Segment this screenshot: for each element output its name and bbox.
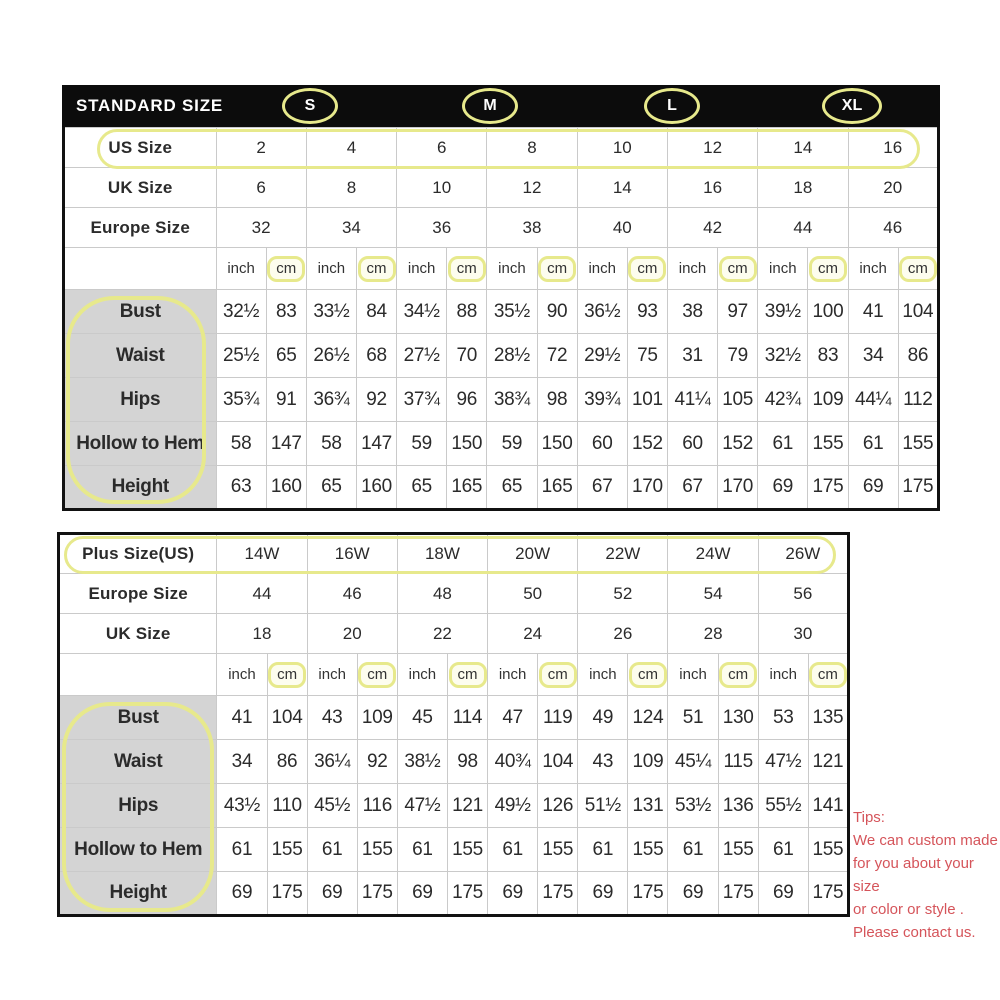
- size-value: 50: [488, 574, 578, 614]
- measure-inch-value: 55½: [758, 784, 808, 828]
- cm-unit-cell: [718, 654, 758, 696]
- measure-inch-value: 38¾: [487, 378, 537, 422]
- measure-cm-value: 119: [538, 696, 578, 740]
- inch-unit-label: inch: [397, 248, 447, 290]
- measure-inch-value: 61: [578, 828, 628, 872]
- size-value: 32: [216, 208, 306, 248]
- measure-inch-value: 67: [667, 466, 717, 510]
- measure-inch-value: 47½: [758, 740, 808, 784]
- measure-cm-value: 175: [718, 872, 758, 916]
- size-conversion-row: [59, 574, 849, 614]
- size-group-m: M: [462, 88, 518, 124]
- measure-cm-value: 86: [267, 740, 307, 784]
- size-value: 20: [307, 614, 397, 654]
- size-row-label: Plus Size(US): [59, 534, 217, 574]
- measure-inch-value: 39¾: [577, 378, 627, 422]
- measure-cm-value: 98: [537, 378, 577, 422]
- size-value: 46: [307, 574, 397, 614]
- size-value: 52: [578, 574, 668, 614]
- measure-inch-value: 35¾: [216, 378, 266, 422]
- tips-line: We can custom made: [853, 832, 998, 849]
- size-conversion-row: [59, 534, 849, 574]
- measure-cm-value: 147: [356, 422, 396, 466]
- measure-inch-value: 60: [577, 422, 627, 466]
- measure-cm-value: 135: [808, 696, 848, 740]
- measure-cm-value: 170: [718, 466, 758, 510]
- measure-inch-value: 69: [397, 872, 447, 916]
- unit-row-empty-label: [64, 248, 217, 290]
- inch-unit-label: inch: [848, 248, 898, 290]
- measure-inch-value: 38½: [397, 740, 447, 784]
- size-value: 14: [758, 128, 848, 168]
- measure-cm-value: 155: [447, 828, 487, 872]
- measure-inch-value: 53: [758, 696, 808, 740]
- measure-inch-value: 45: [397, 696, 447, 740]
- measure-inch-value: 29½: [577, 334, 627, 378]
- measure-inch-value: 42¾: [758, 378, 808, 422]
- measure-cm-value: 152: [718, 422, 758, 466]
- size-value: 38: [487, 208, 577, 248]
- size-value: 20W: [488, 534, 578, 574]
- size-value: 12: [667, 128, 757, 168]
- measurement-row: [59, 740, 849, 784]
- size-group-s: S: [282, 88, 338, 124]
- measure-inch-value: 41: [217, 696, 267, 740]
- size-value: 10: [397, 168, 487, 208]
- tips-line: or color or style .: [853, 901, 964, 918]
- measure-cm-value: 100: [808, 290, 848, 334]
- cm-unit-highlight-box: cm: [448, 256, 486, 282]
- measure-inch-value: 69: [488, 872, 538, 916]
- size-value: 4: [306, 128, 396, 168]
- cm-unit-cell: [808, 654, 848, 696]
- size-value: 40: [577, 208, 667, 248]
- measure-row-label: Hips: [64, 378, 217, 422]
- size-group-l: L: [644, 88, 700, 124]
- cm-unit-cell: [538, 654, 578, 696]
- measure-row-label: Height: [59, 872, 217, 916]
- measure-cm-value: 175: [357, 872, 397, 916]
- size-value: 24W: [668, 534, 758, 574]
- measure-cm-value: 175: [808, 872, 848, 916]
- measure-inch-value: 43: [307, 696, 357, 740]
- cm-unit-highlight-box: cm: [628, 256, 666, 282]
- size-value: 30: [758, 614, 848, 654]
- measure-cm-value: 155: [808, 828, 848, 872]
- measure-row-label: Waist: [64, 334, 217, 378]
- measure-cm-value: 104: [538, 740, 578, 784]
- measure-cm-value: 105: [718, 378, 758, 422]
- inch-unit-label: inch: [758, 654, 808, 696]
- measurement-row: [59, 828, 849, 872]
- measure-cm-value: 112: [898, 378, 938, 422]
- size-value: 14W: [217, 534, 307, 574]
- measure-inch-value: 61: [488, 828, 538, 872]
- measure-cm-value: 110: [267, 784, 307, 828]
- measure-cm-value: 92: [357, 740, 397, 784]
- size-row-label: UK Size: [59, 614, 217, 654]
- measure-cm-value: 155: [357, 828, 397, 872]
- measure-inch-value: 69: [307, 872, 357, 916]
- measure-inch-value: 58: [306, 422, 356, 466]
- measure-inch-value: 28½: [487, 334, 537, 378]
- measure-inch-value: 36½: [577, 290, 627, 334]
- size-value: 34: [306, 208, 396, 248]
- measure-row-label: Height: [64, 466, 217, 510]
- measure-cm-value: 109: [628, 740, 668, 784]
- cm-unit-cell: [356, 248, 396, 290]
- measure-cm-value: 65: [266, 334, 306, 378]
- measure-inch-value: 65: [306, 466, 356, 510]
- measure-inch-value: 59: [397, 422, 447, 466]
- measure-inch-value: 65: [487, 466, 537, 510]
- measurement-row: [64, 422, 939, 466]
- measure-inch-value: 25½: [216, 334, 266, 378]
- size-value: 28: [668, 614, 758, 654]
- size-value: 22W: [578, 534, 668, 574]
- size-value: 18W: [397, 534, 487, 574]
- inch-unit-label: inch: [306, 248, 356, 290]
- cm-unit-cell: [628, 654, 668, 696]
- inch-unit-label: inch: [667, 248, 717, 290]
- measure-inch-value: 47½: [397, 784, 447, 828]
- measure-inch-value: 69: [668, 872, 718, 916]
- size-value: 46: [848, 208, 938, 248]
- measure-row-label: Hips: [59, 784, 217, 828]
- measure-cm-value: 121: [447, 784, 487, 828]
- measure-cm-value: 96: [447, 378, 487, 422]
- measure-cm-value: 170: [627, 466, 667, 510]
- measure-inch-value: 34: [217, 740, 267, 784]
- cm-unit-cell: [627, 248, 667, 290]
- measure-cm-value: 175: [267, 872, 307, 916]
- measure-inch-value: 51: [668, 696, 718, 740]
- measure-inch-value: 41: [848, 290, 898, 334]
- measure-row-label: Waist: [59, 740, 217, 784]
- cm-unit-cell: [357, 654, 397, 696]
- inch-unit-label: inch: [217, 654, 267, 696]
- measure-inch-value: 27½: [397, 334, 447, 378]
- measure-cm-value: 72: [537, 334, 577, 378]
- measurement-row: [64, 334, 939, 378]
- measure-inch-value: 61: [668, 828, 718, 872]
- size-value: 18: [758, 168, 848, 208]
- standard-size-section: [62, 85, 940, 511]
- measure-inch-value: 58: [216, 422, 266, 466]
- measure-inch-value: 34½: [397, 290, 447, 334]
- cm-unit-highlight-box: cm: [719, 662, 757, 688]
- cm-unit-cell: [267, 654, 307, 696]
- cm-unit-cell: [447, 248, 487, 290]
- cm-unit-highlight-box: cm: [809, 256, 847, 282]
- measure-cm-value: 104: [267, 696, 307, 740]
- size-value: 18: [217, 614, 307, 654]
- inch-unit-label: inch: [758, 248, 808, 290]
- measure-cm-value: 152: [627, 422, 667, 466]
- plus-size-table: [57, 532, 850, 917]
- cm-unit-highlight-box: cm: [267, 256, 305, 282]
- measure-cm-value: 121: [808, 740, 848, 784]
- inch-unit-label: inch: [487, 248, 537, 290]
- size-value: 24: [488, 614, 578, 654]
- measure-cm-value: 141: [808, 784, 848, 828]
- measure-inch-value: 60: [667, 422, 717, 466]
- measure-cm-value: 175: [538, 872, 578, 916]
- measure-inch-value: 67: [577, 466, 627, 510]
- measurement-row: [64, 378, 939, 422]
- measure-cm-value: 84: [356, 290, 396, 334]
- size-value: 48: [397, 574, 487, 614]
- cm-unit-highlight-box: cm: [719, 256, 757, 282]
- measure-cm-value: 175: [808, 466, 848, 510]
- cm-unit-cell: [898, 248, 938, 290]
- cm-unit-cell: [537, 248, 577, 290]
- size-value: 16W: [307, 534, 397, 574]
- size-value: 8: [306, 168, 396, 208]
- cm-unit-cell: [266, 248, 306, 290]
- measure-inch-value: 49: [578, 696, 628, 740]
- measure-inch-value: 26½: [306, 334, 356, 378]
- measure-cm-value: 155: [718, 828, 758, 872]
- tips-note: [853, 806, 1000, 944]
- cm-unit-highlight-box: cm: [449, 662, 487, 688]
- measure-cm-value: 160: [356, 466, 396, 510]
- cm-unit-highlight-box: cm: [268, 662, 306, 688]
- size-value: 36: [397, 208, 487, 248]
- standard-size-header-bar: [62, 85, 940, 127]
- measure-cm-value: 68: [356, 334, 396, 378]
- measure-cm-value: 92: [356, 378, 396, 422]
- measure-inch-value: 33½: [306, 290, 356, 334]
- measure-inch-value: 53½: [668, 784, 718, 828]
- size-value: 8: [487, 128, 577, 168]
- measure-cm-value: 79: [718, 334, 758, 378]
- measure-cm-value: 175: [628, 872, 668, 916]
- size-row-label: US Size: [64, 128, 217, 168]
- cm-unit-highlight-box: cm: [629, 662, 667, 688]
- measure-cm-value: 126: [538, 784, 578, 828]
- tips-title: Tips:: [853, 809, 885, 826]
- size-value: 16: [667, 168, 757, 208]
- measure-cm-value: 155: [808, 422, 848, 466]
- unit-row-empty-label: [59, 654, 217, 696]
- measure-inch-value: 61: [758, 828, 808, 872]
- unit-row: [59, 654, 849, 696]
- measure-cm-value: 98: [447, 740, 487, 784]
- measure-cm-value: 160: [266, 466, 306, 510]
- size-conversion-row: [64, 128, 939, 168]
- measure-cm-value: 175: [898, 466, 938, 510]
- inch-unit-label: inch: [668, 654, 718, 696]
- measure-inch-value: 43: [578, 740, 628, 784]
- measure-cm-value: 124: [628, 696, 668, 740]
- size-value: 44: [758, 208, 848, 248]
- measure-inch-value: 45¼: [668, 740, 718, 784]
- cm-unit-highlight-box: cm: [809, 662, 847, 688]
- measure-cm-value: 101: [627, 378, 667, 422]
- size-value: 6: [397, 128, 487, 168]
- measure-row-label: Hollow to Hem: [59, 828, 217, 872]
- cm-unit-highlight-box: cm: [358, 256, 396, 282]
- cm-unit-cell: [447, 654, 487, 696]
- size-row-label: Europe Size: [64, 208, 217, 248]
- measure-inch-value: 39½: [758, 290, 808, 334]
- size-value: 56: [758, 574, 848, 614]
- measure-inch-value: 36¾: [306, 378, 356, 422]
- measure-cm-value: 109: [808, 378, 848, 422]
- measure-inch-value: 43½: [217, 784, 267, 828]
- size-value: 12: [487, 168, 577, 208]
- cm-unit-highlight-box: cm: [539, 662, 577, 688]
- measure-inch-value: 47: [488, 696, 538, 740]
- tips-line: for you about your size: [853, 855, 974, 895]
- measure-cm-value: 114: [447, 696, 487, 740]
- measure-inch-value: 49½: [488, 784, 538, 828]
- measure-inch-value: 45½: [307, 784, 357, 828]
- measure-cm-value: 155: [267, 828, 307, 872]
- size-value: 26: [578, 614, 668, 654]
- measurement-row: [59, 784, 849, 828]
- measure-inch-value: 31: [667, 334, 717, 378]
- size-value: 10: [577, 128, 667, 168]
- size-row-label: UK Size: [64, 168, 217, 208]
- measure-row-label: Bust: [59, 696, 217, 740]
- measure-cm-value: 109: [357, 696, 397, 740]
- measure-inch-value: 32½: [216, 290, 266, 334]
- measure-cm-value: 70: [447, 334, 487, 378]
- plus-size-section: [57, 532, 850, 917]
- measure-row-label: Hollow to Hem: [64, 422, 217, 466]
- measurement-row: [64, 466, 939, 510]
- cm-unit-cell: [808, 248, 848, 290]
- measure-cm-value: 150: [447, 422, 487, 466]
- size-value: 44: [217, 574, 307, 614]
- size-value: 2: [216, 128, 306, 168]
- measure-inch-value: 35½: [487, 290, 537, 334]
- measure-inch-value: 59: [487, 422, 537, 466]
- measure-cm-value: 147: [266, 422, 306, 466]
- size-value: 54: [668, 574, 758, 614]
- measure-inch-value: 65: [397, 466, 447, 510]
- size-value: 42: [667, 208, 757, 248]
- measurement-row: [59, 872, 849, 916]
- measure-inch-value: 69: [758, 466, 808, 510]
- measure-cm-value: 83: [808, 334, 848, 378]
- measurement-row: [59, 696, 849, 740]
- measure-inch-value: 32½: [758, 334, 808, 378]
- measure-cm-value: 116: [357, 784, 397, 828]
- measure-cm-value: 155: [628, 828, 668, 872]
- measure-cm-value: 131: [628, 784, 668, 828]
- measurement-row: [64, 290, 939, 334]
- measure-inch-value: 34: [848, 334, 898, 378]
- measure-cm-value: 86: [898, 334, 938, 378]
- measure-row-label: Bust: [64, 290, 217, 334]
- measure-cm-value: 93: [627, 290, 667, 334]
- measure-cm-value: 165: [447, 466, 487, 510]
- measure-inch-value: 63: [216, 466, 266, 510]
- cm-unit-highlight-box: cm: [899, 256, 937, 282]
- measure-inch-value: 41¼: [667, 378, 717, 422]
- measure-cm-value: 97: [718, 290, 758, 334]
- measure-cm-value: 83: [266, 290, 306, 334]
- measure-cm-value: 150: [537, 422, 577, 466]
- measure-cm-value: 155: [538, 828, 578, 872]
- size-value: 26W: [758, 534, 848, 574]
- measure-cm-value: 175: [447, 872, 487, 916]
- inch-unit-label: inch: [307, 654, 357, 696]
- measure-cm-value: 104: [898, 290, 938, 334]
- cm-unit-cell: [718, 248, 758, 290]
- measure-inch-value: 61: [397, 828, 447, 872]
- cm-unit-highlight-box: cm: [538, 256, 576, 282]
- measure-inch-value: 61: [217, 828, 267, 872]
- inch-unit-label: inch: [216, 248, 266, 290]
- measure-inch-value: 44¼: [848, 378, 898, 422]
- inch-unit-label: inch: [488, 654, 538, 696]
- measure-inch-value: 61: [307, 828, 357, 872]
- measure-cm-value: 130: [718, 696, 758, 740]
- tips-line: Please contact us.: [853, 924, 976, 941]
- measure-inch-value: 69: [758, 872, 808, 916]
- measure-inch-value: 69: [217, 872, 267, 916]
- cm-unit-highlight-box: cm: [358, 662, 396, 688]
- measure-inch-value: 51½: [578, 784, 628, 828]
- measure-cm-value: 136: [718, 784, 758, 828]
- size-value: 16: [848, 128, 938, 168]
- inch-unit-label: inch: [577, 248, 627, 290]
- measure-inch-value: 38: [667, 290, 717, 334]
- measure-cm-value: 115: [718, 740, 758, 784]
- measure-inch-value: 40¾: [488, 740, 538, 784]
- measure-inch-value: 69: [578, 872, 628, 916]
- size-value: 14: [577, 168, 667, 208]
- measure-inch-value: 61: [758, 422, 808, 466]
- standard-size-table: [62, 127, 940, 511]
- inch-unit-label: inch: [397, 654, 447, 696]
- size-value: 22: [397, 614, 487, 654]
- measure-cm-value: 75: [627, 334, 667, 378]
- measure-inch-value: 37¾: [397, 378, 447, 422]
- measure-inch-value: 36¼: [307, 740, 357, 784]
- size-value: 6: [216, 168, 306, 208]
- size-conversion-row: [64, 208, 939, 248]
- measure-inch-value: 69: [848, 466, 898, 510]
- size-conversion-row: [64, 168, 939, 208]
- measure-cm-value: 155: [898, 422, 938, 466]
- measure-inch-value: 61: [848, 422, 898, 466]
- measure-cm-value: 88: [447, 290, 487, 334]
- measure-cm-value: 91: [266, 378, 306, 422]
- measure-cm-value: 165: [537, 466, 577, 510]
- inch-unit-label: inch: [578, 654, 628, 696]
- size-group-xl: XL: [822, 88, 882, 124]
- size-value: 20: [848, 168, 938, 208]
- measure-cm-value: 90: [537, 290, 577, 334]
- size-conversion-row: [59, 614, 849, 654]
- standard-size-title: STANDARD SIZE: [76, 96, 224, 115]
- size-row-label: Europe Size: [59, 574, 217, 614]
- unit-row: [64, 248, 939, 290]
